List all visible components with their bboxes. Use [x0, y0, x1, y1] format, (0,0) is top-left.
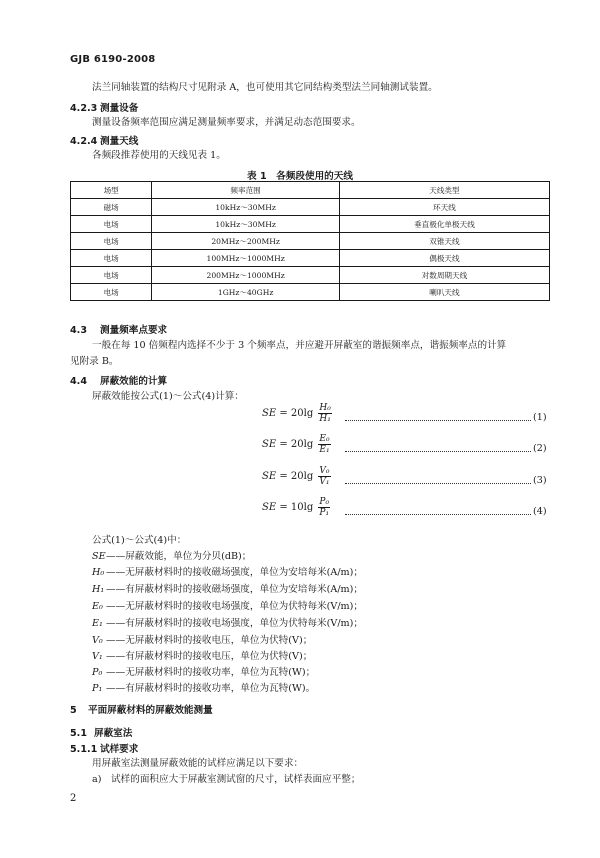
table-cell: 电场: [71, 267, 152, 284]
variable-description: ——无屏蔽材料时的接收电场强度，单位为伏特每米(V/m)；: [106, 601, 363, 612]
variable-symbol: E₁: [92, 618, 103, 629]
equation-number: (1): [533, 412, 547, 423]
table-row: [71, 199, 550, 216]
variable-symbol: H₁: [92, 584, 105, 595]
table-caption: 表 1 各频段使用的天线: [247, 171, 353, 182]
paragraph-frequency-cont: 见附录 B。: [70, 356, 119, 367]
equation-lhs: SE: [262, 408, 277, 419]
variable-definition: [92, 600, 363, 613]
variable-symbol: P₁: [92, 683, 103, 694]
heading-title: 平面屏蔽材料的屏蔽效能测量: [88, 705, 213, 716]
variable-description: ——有屏蔽材料时的接收磁场强度，单位为安培每米(A/m)；: [106, 584, 363, 595]
column-header: 频率范围: [152, 182, 340, 199]
denominator: V₁: [319, 477, 330, 487]
leader-dots: [345, 483, 531, 484]
table-cell: 喇叭天线: [339, 284, 549, 301]
equation-number: (2): [533, 443, 547, 454]
variable-definition: [92, 617, 363, 630]
equation-1: [262, 403, 332, 424]
numerator: V₀: [319, 466, 330, 476]
table-row: [71, 267, 550, 284]
document-code: GJB 6190-2008: [70, 54, 156, 65]
paragraph-calculation: 屏蔽效能按公式(1)～公式(4)计算：: [92, 391, 244, 402]
variable-definition: [92, 583, 363, 596]
column-header: 天线类型: [339, 182, 549, 199]
fraction: [318, 466, 330, 487]
heading-5-1-1: [70, 741, 138, 755]
heading-title: 屏蔽室法: [94, 728, 133, 739]
table-cell: 对数周期天线: [339, 267, 549, 284]
heading-title: 测量频率点要求: [100, 325, 168, 336]
paragraph-frequency: 一般在每 10 倍频程内选择不少于 3 个频率点，并应避开屏蔽室的谐振频率点，谐振频率点的计算: [92, 340, 507, 351]
variable-symbol: SE: [92, 551, 106, 562]
equation-coef: = 20lg: [279, 439, 314, 450]
heading-4-4: [70, 373, 167, 387]
table-cell: 1GHz～40GHz: [152, 284, 340, 301]
variable-description: ——无屏蔽材料时的接收功率，单位为瓦特(W)；: [106, 667, 316, 678]
heading-4-3: [70, 322, 167, 336]
table-cell: 10kHz～30MHz: [152, 199, 340, 216]
table-cell: 垂直极化单极天线: [339, 216, 549, 233]
variable-definition: [92, 666, 315, 679]
variable-symbol: V₁: [92, 651, 103, 662]
fraction: [318, 497, 330, 518]
variable-definition: [92, 682, 315, 695]
heading-number: 5.1.1: [70, 744, 98, 755]
antenna-table: [70, 181, 550, 301]
heading-title: 试样要求: [100, 744, 139, 755]
table-cell: 20MHz～200MHz: [152, 233, 340, 250]
equation-2: [262, 434, 331, 455]
leader-dots: [345, 514, 531, 515]
heading-title: 屏蔽效能的计算: [100, 376, 168, 387]
equation-lhs: SE: [262, 502, 277, 513]
paragraph-where: 公式(1)～公式(4)中：: [92, 535, 187, 546]
heading-4-2-3: [70, 100, 138, 114]
table-row: [71, 216, 550, 233]
table-header-row: [71, 182, 550, 199]
heading-title: 测量天线: [100, 136, 139, 147]
variable-description: ——无屏蔽材料时的接收电压，单位为伏特(V)；: [106, 635, 313, 646]
column-header: 场型: [71, 182, 152, 199]
leader-dots: [345, 420, 531, 421]
equation-lhs: SE: [262, 471, 277, 482]
heading-5: [70, 702, 213, 716]
numerator: E₀: [319, 434, 330, 444]
equation-lhs: SE: [262, 439, 277, 450]
table-row: [71, 250, 550, 267]
table-cell: 电场: [71, 233, 152, 250]
table-cell: 电场: [71, 216, 152, 233]
table-row: [71, 233, 550, 250]
equation-number: (4): [533, 506, 547, 517]
numerator: H₀: [319, 403, 331, 413]
equation-number: (3): [533, 475, 547, 486]
heading-5-1: [70, 725, 132, 739]
variable-definition: [92, 566, 363, 579]
denominator: H₁: [319, 414, 331, 424]
table-cell: 环天线: [339, 199, 549, 216]
heading-number: 5: [70, 705, 77, 716]
table-cell: 200MHz～1000MHz: [152, 267, 340, 284]
variable-description: ——有屏蔽材料时的接收电场强度，单位为伏特每米(V/m)；: [106, 618, 363, 629]
variable-symbol: P₀: [92, 667, 103, 678]
heading-title: 测量设备: [100, 103, 139, 114]
variable-symbol: H₀: [92, 567, 105, 578]
variable-description: ——有屏蔽材料时的接收电压，单位为伏特(V)；: [106, 651, 313, 662]
table-row: [71, 284, 550, 301]
page-number: 2: [70, 793, 77, 804]
table-cell: 电场: [71, 250, 152, 267]
heading-4-2-4: [70, 133, 138, 147]
variable-description: ——屏蔽效能，单位为分贝(dB)；: [106, 551, 252, 562]
variable-definition: [92, 650, 312, 663]
variable-description: ——无屏蔽材料时的接收磁场强度，单位为安培每米(A/m)；: [106, 567, 363, 578]
denominator: E₁: [319, 445, 330, 455]
equation-4: [262, 497, 330, 518]
fraction: [318, 403, 331, 424]
equation-coef: = 20lg: [279, 471, 314, 482]
heading-number: 5.1: [70, 728, 87, 739]
equation-coef: = 10lg: [279, 502, 314, 513]
variable-definition: [92, 634, 312, 647]
table-cell: 10kHz～30MHz: [152, 216, 340, 233]
variable-definition: [92, 550, 251, 563]
paragraph-antenna: 各频段推荐使用的天线见表 1。: [92, 150, 226, 161]
heading-number: 4.2.3: [70, 103, 98, 114]
denominator: P₁: [319, 508, 330, 518]
numerator: P₀: [319, 497, 330, 507]
heading-number: 4.2.4: [70, 136, 98, 147]
table-cell: 电场: [71, 284, 152, 301]
paragraph-sample: 用屏蔽室法测量屏蔽效能的试样应满足以下要求：: [92, 758, 304, 769]
paragraph-flange: 法兰同轴装置的结构尺寸见附录 A，也可使用其它同结构类型法兰同轴测试装置。: [92, 82, 438, 93]
paragraph-equipment: 测量设备频率范围应满足测量频率要求，并满足动态范围要求。: [92, 117, 361, 128]
table-cell: 100MHz～1000MHz: [152, 250, 340, 267]
equation-coef: = 20lg: [279, 408, 314, 419]
heading-number: 4.3: [70, 325, 87, 336]
table-cell: 偶极天线: [339, 250, 549, 267]
variable-symbol: V₀: [92, 635, 103, 646]
variable-symbol: E₀: [92, 601, 103, 612]
heading-number: 4.4: [70, 376, 87, 387]
leader-dots: [345, 451, 531, 452]
variable-description: ——有屏蔽材料时的接收功率，单位为瓦特(W)。: [106, 683, 316, 694]
table-cell: 双锥天线: [339, 233, 549, 250]
equation-3: [262, 466, 331, 487]
table-cell: 磁场: [71, 199, 152, 216]
list-item-a: a) 试样的面积应大于屏蔽室测试窗的尺寸，试样表面应平整；: [92, 774, 361, 785]
fraction: [318, 434, 330, 455]
